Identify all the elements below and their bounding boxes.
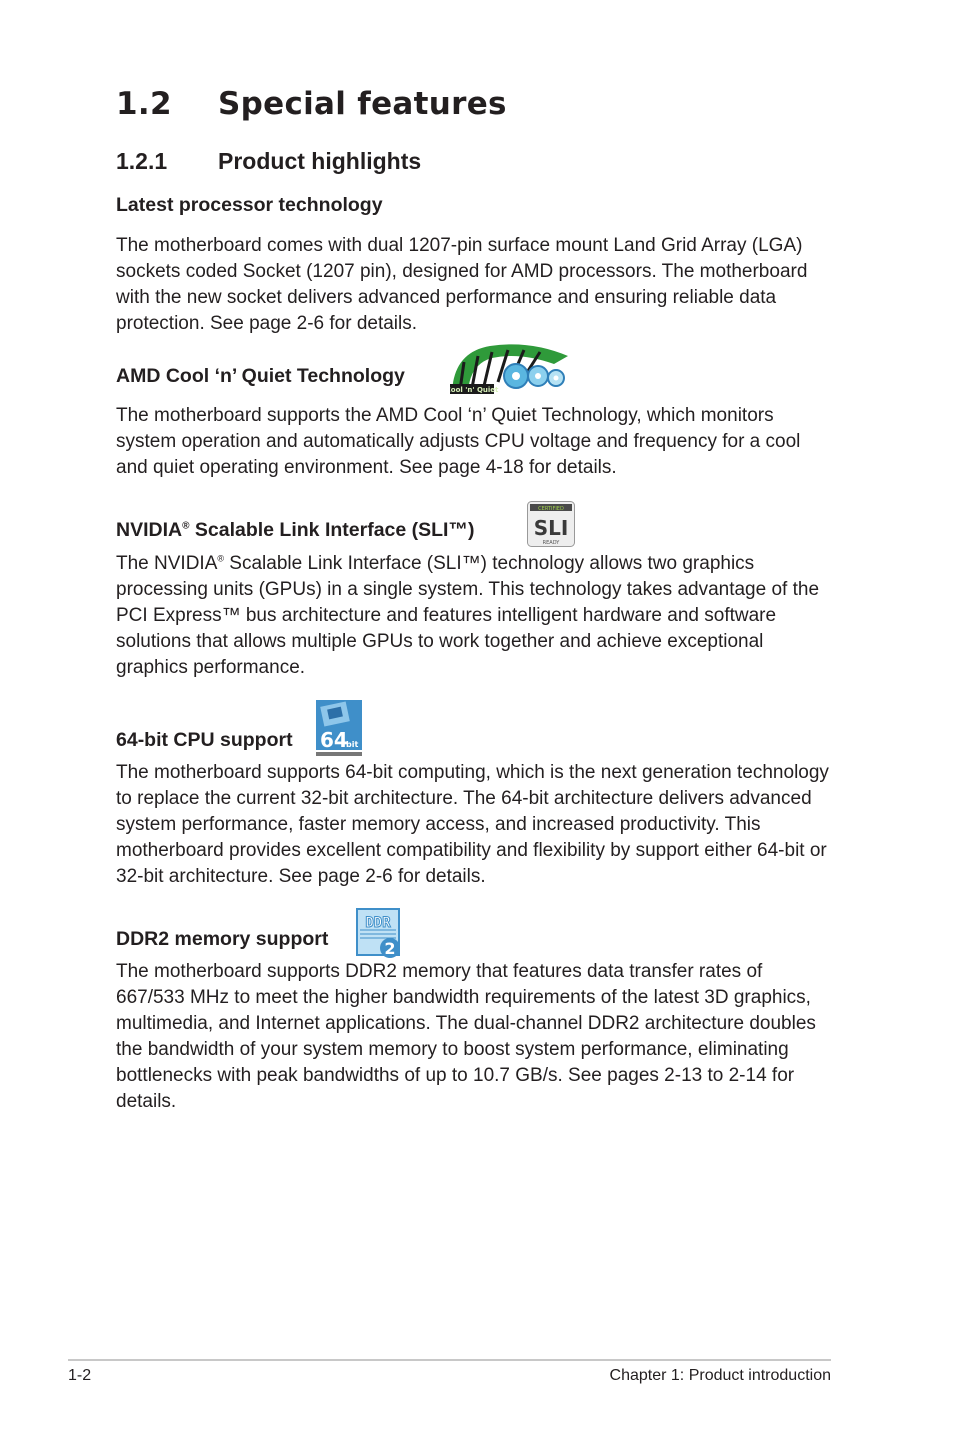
cool-n-quiet-logo-icon — [450, 342, 570, 394]
sli-logo-bottom-text: READY — [542, 540, 560, 546]
ddr2-logo-number: 2 — [384, 939, 396, 958]
section-title: Special features — [218, 86, 507, 122]
subsection-number: 1.2.1 — [116, 148, 168, 174]
feature-body-sli-post: Scalable Link Interface (SLI™) technology allows two graphics processing units (GPUs) in a single system. This technology takes advantage of the PCI Express™ bus architecture and features intelligent hardware and software solutions that allows multiple GPUs to work together and achieve exceptional graphics performance. — [116, 553, 820, 678]
ddr2-logo-text: DDR — [365, 915, 391, 931]
section-heading — [116, 86, 507, 122]
feature-heading-sli — [116, 518, 474, 542]
footer-chapter-title: Chapter 1: Product introduction — [609, 1367, 831, 1384]
feature-body-ddr2: The motherboard supports DDR2 memory that features data transfer rates of 667/533 MHz to meet the higher bandwidth requirements of the latest 3D graphics, multimedia, and Internet applications. The dual-channel DDR2 architecture doubles the bandwidth of your system memory to boost system performance, eliminating bottlenecks with peak bandwidths of up to 10.7 GB/s. See pages 2-13 to 2-14 for details. — [116, 961, 816, 1112]
feature-heading-processor: Latest processor technology — [116, 194, 383, 216]
feature-heading-cool-n-quiet: AMD Cool ‘n’ Quiet Technology — [116, 365, 405, 387]
cool-n-quiet-logo-text: Cool 'n' Quiet — [450, 386, 499, 394]
registered-mark-body: ® — [217, 553, 225, 564]
feature-heading-ddr2: DDR2 memory support — [116, 928, 329, 950]
feature-body-processor: The motherboard comes with dual 1207-pin surface mount Land Grid Array (LGA) sockets coded Socket (1207 pin), designed for AMD processors. The motherboard with the new socket delivers advanced performance and ensuring reliable data protection. See page 2-6 for details. — [116, 235, 808, 334]
section-number: 1.2 — [116, 86, 172, 122]
footer-page-number: 1-2 — [68, 1367, 92, 1384]
registered-mark: ® — [182, 520, 190, 532]
feature-body-sli-pre: The NVIDIA — [116, 553, 218, 574]
subsection-heading — [116, 148, 421, 175]
64bit-logo-sub: bit — [346, 740, 359, 749]
sli-logo-top-text: CERTIFIED — [538, 506, 564, 512]
ddr2-logo-icon — [356, 908, 402, 960]
footer-rule — [68, 1359, 831, 1361]
64bit-cpu-logo-icon — [316, 700, 362, 758]
subsection-title: Product highlights — [218, 148, 422, 174]
sli-ready-logo-icon — [527, 501, 575, 547]
feature-body-sli — [116, 551, 836, 681]
feature-body-cool-n-quiet: The motherboard supports the AMD Cool ‘n’ Quiet Technology, which monitors system operation and automatically adjusts CPU voltage and frequency for a cool and quiet operating environment. See page 4-18 for details. — [116, 405, 801, 478]
sli-logo-text: SLI — [533, 516, 569, 540]
64bit-logo-text: 64 — [320, 728, 348, 752]
feature-heading-sli-post: Scalable Link Interface (SLI™) — [189, 519, 475, 541]
feature-heading-sli-pre: NVIDIA — [116, 519, 183, 541]
feature-heading-64bit: 64-bit CPU support — [116, 729, 293, 751]
feature-body-64bit: The motherboard supports 64-bit computing, which is the next generation technology to replace the current 32-bit architecture. The 64-bit architecture delivers advanced system performance, faster memory access, and increased productivity. This motherboard provides excellent compatibility and flexibility by support either 64-bit or 32-bit architecture. See page 2-6 for details. — [116, 762, 829, 887]
